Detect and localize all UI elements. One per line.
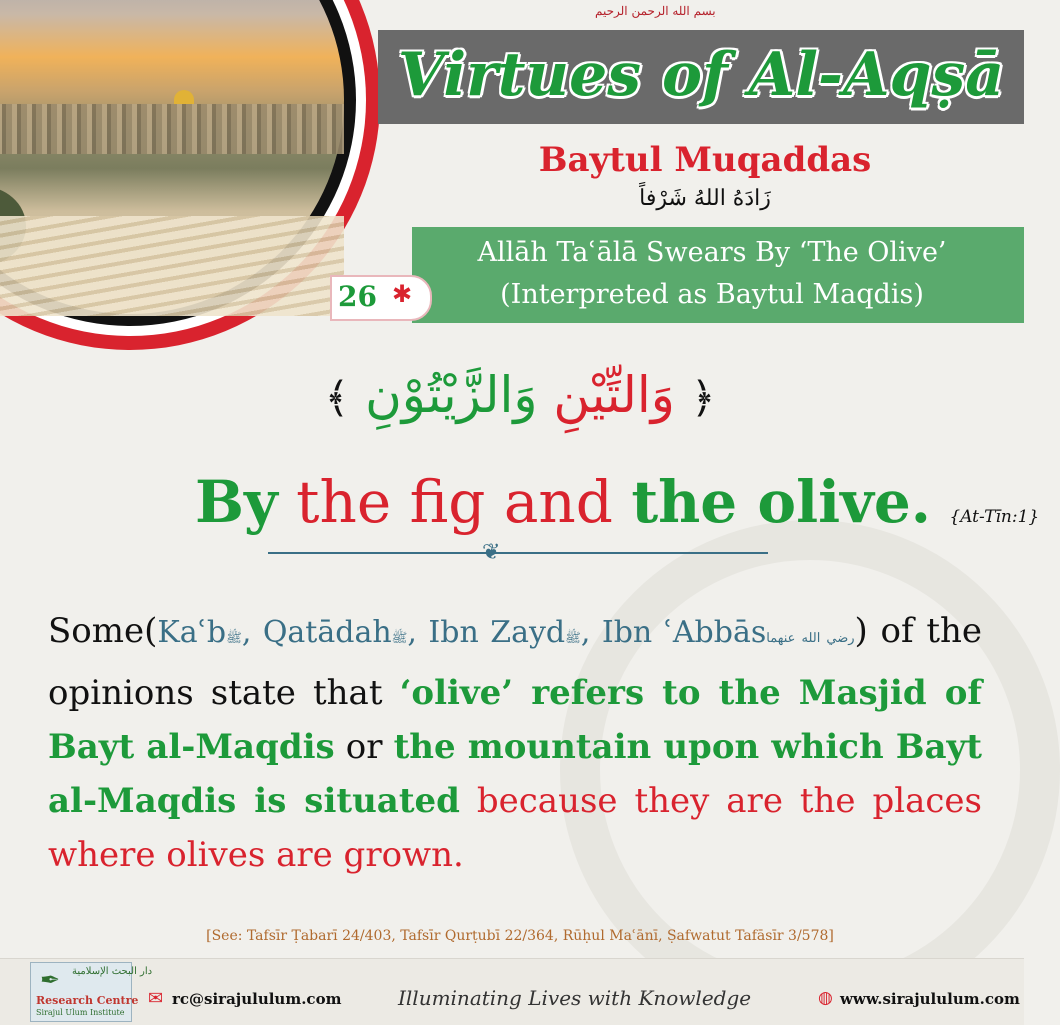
logo-subtitle: Sirajul Ulum Institute xyxy=(36,1008,125,1017)
translation-by: By xyxy=(195,468,278,536)
verse-reference: {At-Tīn:1} xyxy=(949,507,1040,527)
para-plain-1: of the opinions state that xyxy=(48,611,983,713)
name-ibn-zayd: , Ibn Zayd xyxy=(407,615,566,650)
translation-olive: the olive. xyxy=(631,468,931,536)
translation-fig: the fig and xyxy=(296,468,613,536)
ornament-icon: ❦ xyxy=(482,540,501,565)
divider xyxy=(268,552,768,554)
globe-icon: ◍ xyxy=(818,988,833,1008)
name-kab: Kaʿb xyxy=(157,615,227,650)
para-red: because they are the places where olives are grown. xyxy=(48,781,982,875)
honorific-1: ﷺ xyxy=(226,631,242,646)
para-plain-2: or xyxy=(345,727,383,767)
body-paragraph xyxy=(48,604,982,882)
number: 26 xyxy=(338,280,377,313)
name-ibn-abbas: , Ibn ʿAbbās xyxy=(580,615,767,650)
star-icon: ✱ xyxy=(392,280,413,308)
honorific-2: ﷺ xyxy=(391,631,408,646)
mail-icon: ✉ xyxy=(148,988,164,1009)
website-link[interactable]: www.sirajululum.com xyxy=(840,990,1020,1008)
jerusalem-photo xyxy=(0,0,344,314)
email-link[interactable]: rc@sirajululum.com xyxy=(172,990,342,1008)
ayah xyxy=(270,366,770,424)
para-some: Some xyxy=(48,611,145,651)
honorific-3: ﷺ xyxy=(565,631,581,646)
logo-arabic: دار البحث الإسلامية xyxy=(72,966,153,977)
para-green-1: ‘olive’ refers to the Masjid of Bayt al-Maqdis xyxy=(48,673,982,767)
honorific-4: رضي الله عنهما xyxy=(766,631,855,646)
para-paren-close: ) xyxy=(854,611,868,651)
bracket-open: ﴿ xyxy=(690,373,716,422)
logo-title: Research Centre xyxy=(36,994,139,1007)
ayah-olive: وَالزَّيْتُوْنِ xyxy=(365,366,538,424)
topic-line-2: (Interpreted as Baytul Maqdis) xyxy=(500,279,924,310)
source-references: [See: Tafsīr Ṭabarī 24/403, Tafsīr Qurṭubī 22/364, Rūḥul Maʿānī, Ṣafwatut Tafāsīr 3/578] xyxy=(206,928,834,944)
bracket-close: ﴾ xyxy=(324,373,350,422)
name-qatadah: , Qatādah xyxy=(241,615,392,650)
topic-line-1: Allāh Taʿālā Swears By ‘The Olive’ xyxy=(477,237,947,268)
para-green-2: the mountain upon which Bayt al-Maqdis is situated xyxy=(48,727,982,821)
translation xyxy=(195,468,1039,536)
feather-icon: ✒ xyxy=(40,966,61,994)
topic-heading xyxy=(412,232,1012,316)
ayah-fig: وَالتِّيْنِ xyxy=(553,366,675,424)
subtitle: Baytul Muqaddas xyxy=(538,140,872,180)
basmala: بسم الله الرحمن الرحيم xyxy=(595,4,716,18)
subtitle-arabic: زَادَهُ اللهُ شَرْفاً xyxy=(639,186,771,211)
page-title: Virtues of Al-Aqṣā xyxy=(397,40,1005,110)
para-paren-open: ( xyxy=(144,611,158,651)
tagline: Illuminating Lives with Knowledge xyxy=(398,986,752,1010)
